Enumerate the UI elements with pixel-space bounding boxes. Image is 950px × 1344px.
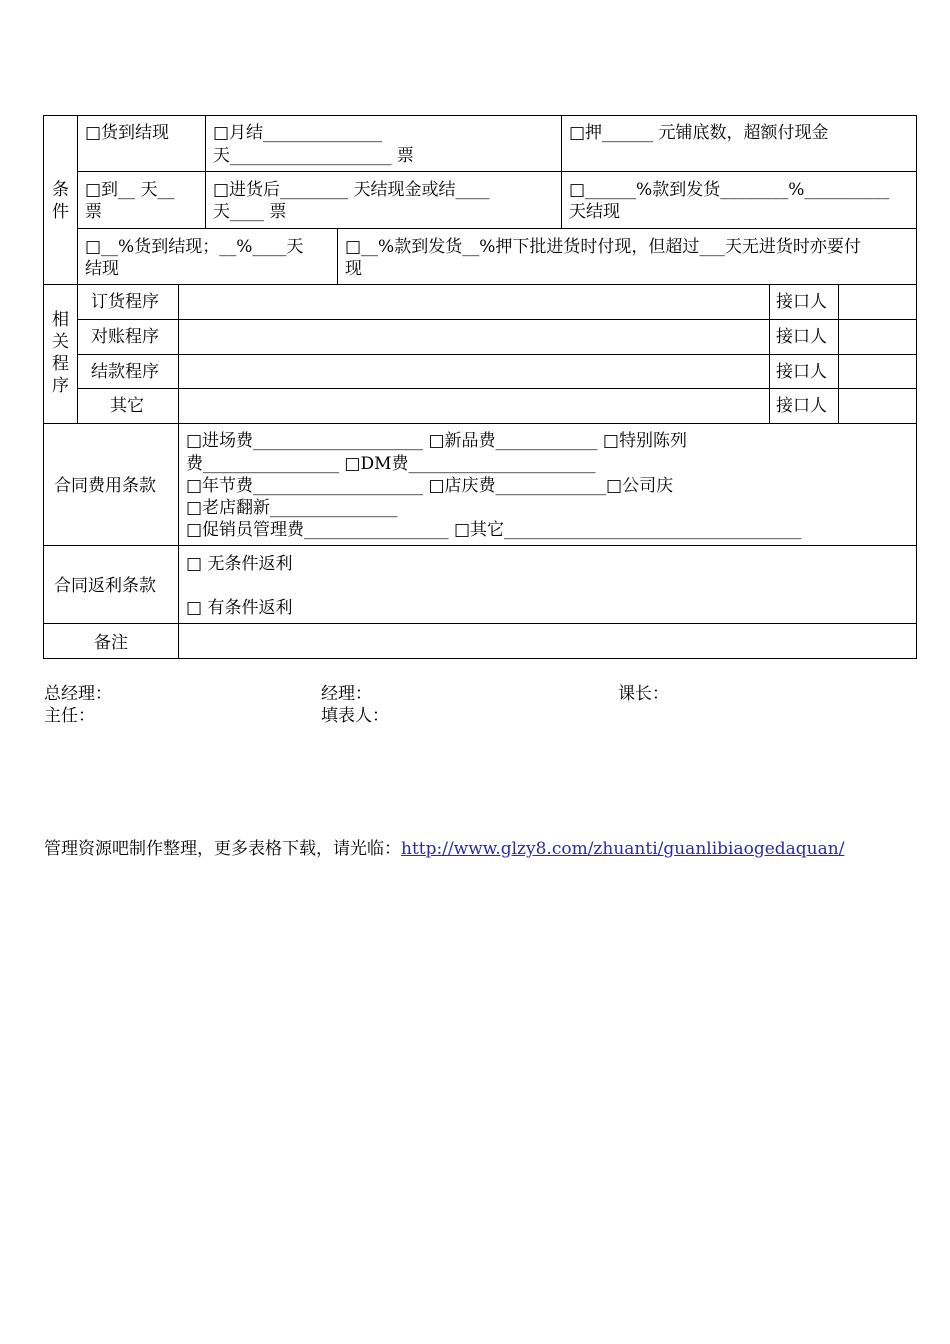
contact-person-field[interactable] — [840, 321, 915, 353]
signature-general-manager: 总经理： — [44, 684, 112, 704]
footer-link[interactable]: http://www.glzy8.com/zhuanti/guanlibiaogedaquan/ — [401, 839, 845, 859]
procedure-order-label: 订货程序 — [91, 292, 159, 312]
procedure-payment-label: 结款程序 — [91, 362, 159, 382]
signature-manager: 经理： — [321, 684, 372, 704]
table-border — [43, 658, 917, 659]
remarks-label: 备注 — [94, 633, 128, 653]
table-border — [561, 115, 562, 228]
table-border — [43, 545, 917, 546]
condition-days-invoice-line2: 票 — [85, 202, 102, 222]
procedure-order-field[interactable] — [180, 286, 767, 318]
table-border — [77, 319, 917, 320]
table-border — [77, 354, 917, 355]
condition-monthly-settlement[interactable]: □月结______________ — [213, 123, 383, 143]
condition-percent-cash-line2: 结现 — [85, 259, 119, 279]
contact-person-field[interactable] — [840, 286, 915, 318]
fees-line-promoter-other[interactable]: □促销员管理费_________________ □其它___________________________________ — [186, 520, 802, 540]
condition-percent-deposit[interactable]: □__%款到发货__%押下批进货时付现，但超过___天无进货时亦要付 — [345, 237, 861, 257]
fees-line-display-dm[interactable]: 费________________ □DM费______________________ — [186, 454, 596, 474]
rebate-conditional-option[interactable]: □ 有条件返利 — [186, 598, 293, 618]
procedure-payment-field[interactable] — [180, 356, 767, 387]
fees-label: 合同费用条款 — [54, 476, 156, 496]
fees-line-renovation[interactable]: □老店翻新_______________ — [186, 498, 398, 518]
contact-person-label: 接口人 — [776, 327, 827, 347]
footer-text: 管理资源吧制作整理，更多表格下载，请光临： — [44, 839, 401, 859]
footer-note — [44, 838, 844, 860]
contact-person-label: 接口人 — [776, 292, 827, 312]
procedure-reconcile-label: 对账程序 — [91, 327, 159, 347]
table-border — [77, 388, 917, 389]
conditions-label: 条件 — [52, 180, 69, 222]
condition-percent-cash[interactable]: □__%货到结现；__%____天 — [85, 237, 304, 257]
table-border — [77, 171, 917, 172]
procedures-label: 相关程序 — [52, 310, 69, 396]
rebate-label: 合同返利条款 — [54, 576, 156, 596]
table-border — [337, 228, 338, 284]
table-border — [205, 115, 206, 228]
signature-director: 主任： — [44, 706, 95, 726]
table-border — [43, 623, 917, 624]
procedure-reconcile-field[interactable] — [180, 321, 767, 353]
condition-percent-deposit-line2: 现 — [345, 259, 362, 279]
contact-person-field[interactable] — [840, 390, 915, 422]
procedure-other-field[interactable] — [180, 390, 767, 422]
table-border — [769, 284, 770, 423]
condition-days-invoice[interactable]: □到__ 天__ — [85, 180, 175, 200]
table-border — [43, 115, 917, 116]
remarks-field[interactable] — [180, 625, 915, 657]
condition-after-purchase[interactable]: □进货后________ 天结现金或结____ — [213, 180, 490, 200]
rebate-unconditional-option[interactable]: □ 无条件返利 — [186, 554, 293, 574]
table-border — [43, 423, 917, 424]
procedure-other-label: 其它 — [110, 396, 144, 416]
condition-deposit[interactable]: □押______ 元铺底数，超额付现金 — [569, 123, 829, 143]
condition-cash-on-delivery[interactable]: □货到结现 — [85, 123, 170, 143]
condition-after-purchase-line2: 天____ 票 — [213, 202, 287, 222]
signature-section-chief: 课长： — [618, 684, 669, 704]
condition-monthly-settlement-days: 天___________________ 票 — [213, 146, 414, 166]
fees-line-holiday-anniversary[interactable]: □年节费____________________ □店庆费_____________□公司庆 — [186, 476, 674, 496]
table-border — [77, 228, 917, 229]
condition-payment-before-delivery-line2: 天结现 — [569, 202, 620, 222]
contact-person-field[interactable] — [840, 356, 915, 387]
table-border — [77, 115, 78, 423]
table-border — [43, 284, 917, 285]
contact-person-label: 接口人 — [776, 396, 827, 416]
signature-preparer: 填表人： — [321, 706, 389, 726]
table-border — [178, 284, 179, 658]
condition-payment-before-delivery[interactable]: □______%款到发货________%__________ — [569, 180, 890, 200]
table-border — [43, 115, 44, 658]
contact-person-label: 接口人 — [776, 362, 827, 382]
fees-line-entry-new-product-display[interactable]: □进场费____________________ □新品费____________ □特别陈列 — [186, 431, 687, 451]
table-border — [838, 284, 839, 423]
table-border — [916, 115, 917, 658]
